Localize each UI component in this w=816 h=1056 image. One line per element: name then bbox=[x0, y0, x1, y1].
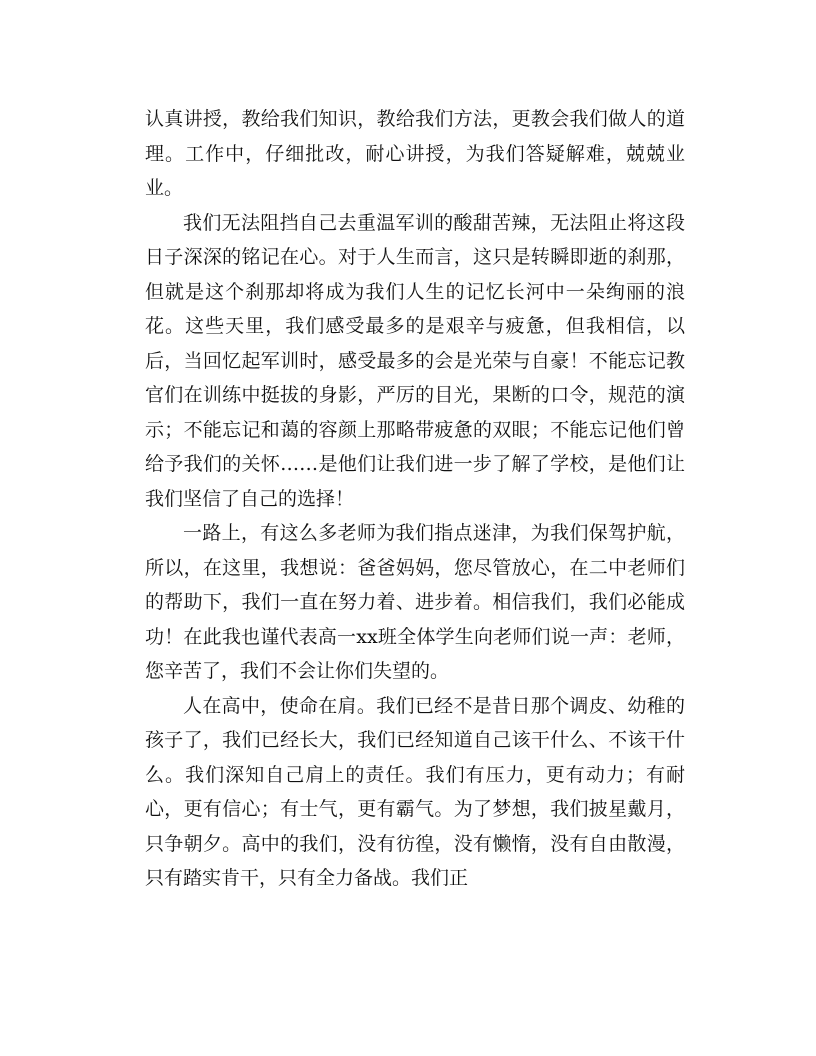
paragraph-3: 一路上，有这么多老师为我们指点迷津，为我们保驾护航，所以，在这里，我想说：爸爸妈妈，您尽管放心，在二中老师们的帮助下，我们一直在努力着、进步着。相信我们，我们必能成功！在此我也谨代表高一xx班全体学生向老师们说一声：老师，您辛苦了，我们不会让你们失望的。 bbox=[145, 522, 685, 682]
paragraph-4: 人在高中，使命在肩。我们已经不是昔日那个调皮、幼稚的孩子了，我们已经长大，我们已经知道自己该干什么、不该干什么。我们深知自己肩上的责任。我们有压力，更有动力；有耐心，更有信心；有士气，更有霸气。为了梦想，我们披星戴月，只争朝夕。高中的我们，没有彷徨，没有懒惰，没有自由散漫，只有踏实肯干，只有全力备战。我们正 bbox=[145, 694, 685, 889]
paragraph-2: 我们无法阻挡自己去重温军训的酸甜苦辣，无法阻止将这段日子深深的铭记在心。对于人生而言，这只是转瞬即逝的刹那，但就是这个刹那却将成为我们人生的记忆长河中一朵绚丽的浪花。这些天里，我们感受最多的是艰辛与疲惫，但我相信，以后，当回忆起军训时，感受最多的会是光荣与自豪！不能忘记教官们在训练中挺拔的身影，严厉的目光，果断的口令，规范的演示；不能忘记和蔼的容颜上那略带疲惫的双眼；不能忘记他们曾给予我们的关怀……是他们让我们进一步了解了学校，是他们让我们坚信了自己的选择！ bbox=[145, 211, 685, 510]
paragraph-1: 认真讲授，教给我们知识，教给我们方法，更教会我们做人的道理。工作中，仔细批改，耐心讲授，为我们答疑解难，兢兢业业。 bbox=[145, 108, 685, 199]
document-body bbox=[145, 102, 685, 896]
